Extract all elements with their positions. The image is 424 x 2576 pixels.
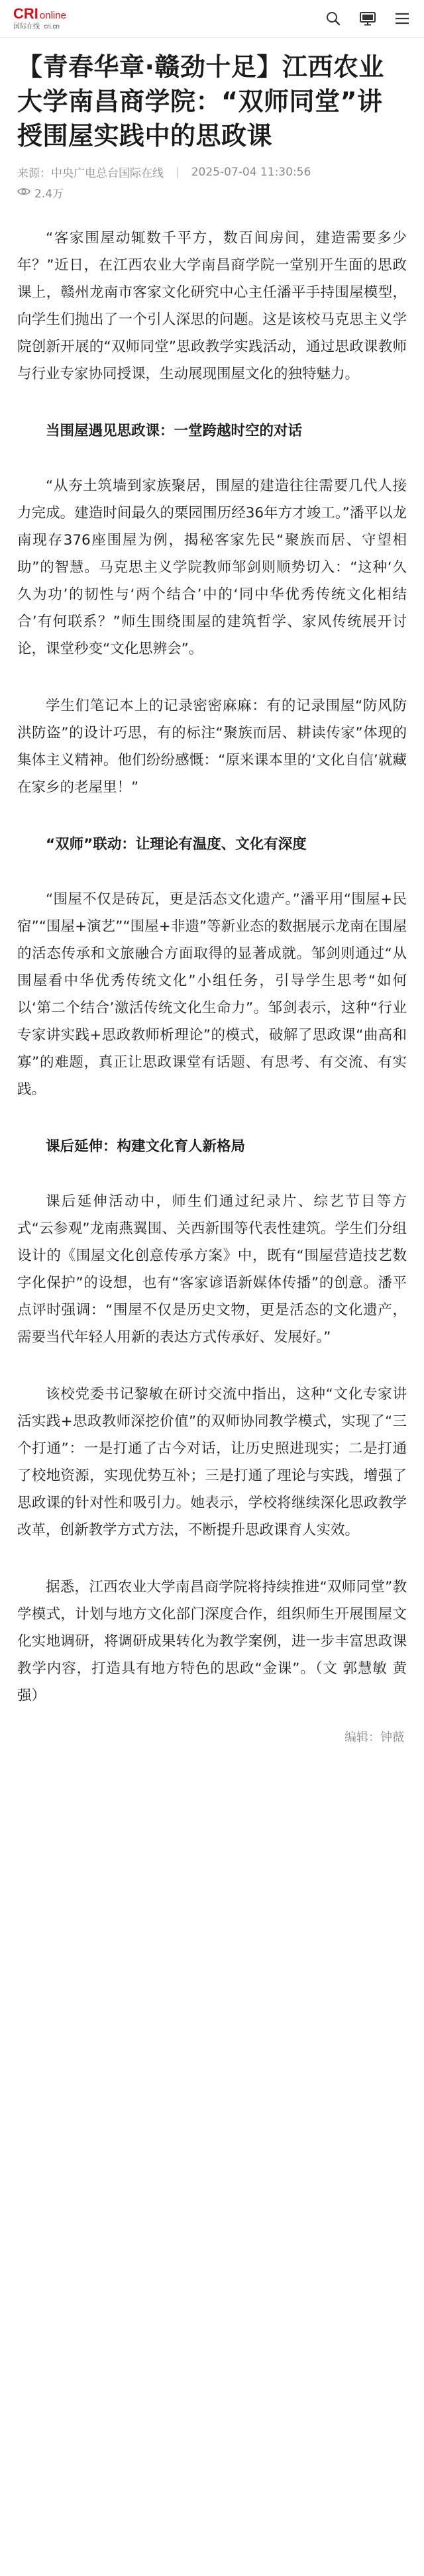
section-heading: 课后延伸：构建文化育人新格局 xyxy=(46,1138,246,1155)
paragraph: 据悉，江西农业大学南昌商学院将持续推进“双师同堂”教学模式，计划与地方文化部门深度合作，组织师生开展围屋文化实地调研，将调研成果转化为教学案例，进一步丰富思政课教学内容，打造具有地方特色的思政“金课”。（文 郭慧敏 黄强） xyxy=(17,1579,407,1704)
logo-wordmark xyxy=(13,7,66,21)
paragraph: “客家围屋动辄数千平方，数百间房间，建造需要多少年？”近日，在江西农业大学南昌商学院一堂别开生面的思政课上，赣州龙南市客家文化研究中心主任潘平手持围屋模型，向学生们抛出了一个引人深思的问题。这是该校马克思主义学院创新开展的“双师同堂”思政教学实践活动，通过思政课教师与行业专家协同授课，生动展现围屋文化的独特魅力。 xyxy=(17,230,407,382)
article-title: 【青春华章·赣劲十足】江西农业大学南昌商学院：“双师同堂”讲授围屋实践中的思政课 xyxy=(17,52,384,150)
paragraph: 该校党委书记黎敏在研讨交流中指出，这种“文化专家讲活实践+思政教师深挖价值”的双师协同教学模式，实现了“三个打通”：一是打通了古今对话，让历史照进现实；二是打通了校地资源，实现优势互补；三是打通了理论与实践，增强了思政课的针对性和吸引力。她表示，学校将继续深化思政教学改革，创新教学方式方法，不断提升思政课育人实效。 xyxy=(17,1386,407,1538)
paragraph: “围屋不仅是砖瓦，更是活态文化遗产。”潘平用“围屋+民宿”“围屋+演艺”“围屋+非遗”等新业态的数据展示龙南在围屋的活态传承和文旅融合方面取得的显著成就。邹剑则通过“从围屋看中华优秀传统文化”小组任务，引导学生思考“如何以‘第二个结合’激活传统文化生命力”。邹剑表示，这种“行业专家讲实践+思政教师析理论”的模式，破解了思政课“曲高和寡”的难题，真正让思政课堂有话题、有思考、有交流、有实践。 xyxy=(17,891,407,1098)
logo-online-text: online xyxy=(39,10,66,21)
editor-credit: 编辑：钟薇 xyxy=(344,1731,404,1744)
article-body xyxy=(17,225,407,1709)
logo-subtitle xyxy=(13,24,66,30)
screen-icon[interactable] xyxy=(358,9,378,28)
logo-sub-url: cri.cn xyxy=(44,23,60,30)
article-source: 来源：中央广电总台国际在线 xyxy=(17,167,164,180)
header-icons xyxy=(323,9,412,28)
view-count xyxy=(17,184,407,201)
paragraph: 课后延伸活动中，师生们通过纪录片、综艺节目等方式“云参观”龙南燕翼围、关西新围等代表性建筑。学生们分组设计的《围屋文化创意传承方案》中，既有“围屋营造技艺数字化保护”的设想，也有“客家谚语新媒体传播”的创意。潘平点评时强调：“围屋不仅是历史文物，更是活态的文化遗产，需要当代年轻人用新的表达方式传承好、发展好。” xyxy=(17,1193,407,1346)
menu-icon[interactable] xyxy=(392,9,412,28)
paragraph: “从夯土筑墙到家族聚居，围屋的建造往往需要几代人接力完成。建造时间最久的栗园围历经36年方才竣工。”潘平以龙南现存376座围屋为例，揭秘客家先民“聚族而居、守望相助”的智慧。马克思主义学院教师邹剑则顺势切入：“这种‘久久为功’的韧性与‘两个结合’中的‘同中华优秀传统文化相结合’有何联系？”师生围绕围屋的建筑哲学、家风传统展开讨论，课堂秒变“文化思辨会”。 xyxy=(17,478,407,657)
search-icon[interactable] xyxy=(323,9,343,28)
article-datetime: 2025-07-04 11:30:56 xyxy=(191,165,311,179)
section-heading: “双师”联动：让理论有温度、文化有深度 xyxy=(46,836,307,853)
view-count-value: 2.4万 xyxy=(34,188,64,201)
logo-cri-text: CRI xyxy=(13,5,38,22)
meta-separator: | xyxy=(176,165,180,179)
article xyxy=(0,38,424,1745)
top-bar xyxy=(0,0,424,38)
paragraph: 学生们笔记本上的记录密密麻麻：有的记录围屋“防风防洪防盗”的设计巧思，有的标注“聚族而居、耕读传家”体现的集体主义精神。他们纷纷感慨：“原来课本里的‘文化自信’就藏在家乡的老屋里！” xyxy=(17,698,407,796)
logo-sub-cn: 国际在线 xyxy=(13,23,40,30)
article-meta xyxy=(17,164,407,180)
eye-icon xyxy=(17,186,30,199)
cri-online-logo[interactable] xyxy=(13,7,66,30)
section-heading: 当围屋遇见思政课：一堂跨越时空的对话 xyxy=(46,423,303,439)
